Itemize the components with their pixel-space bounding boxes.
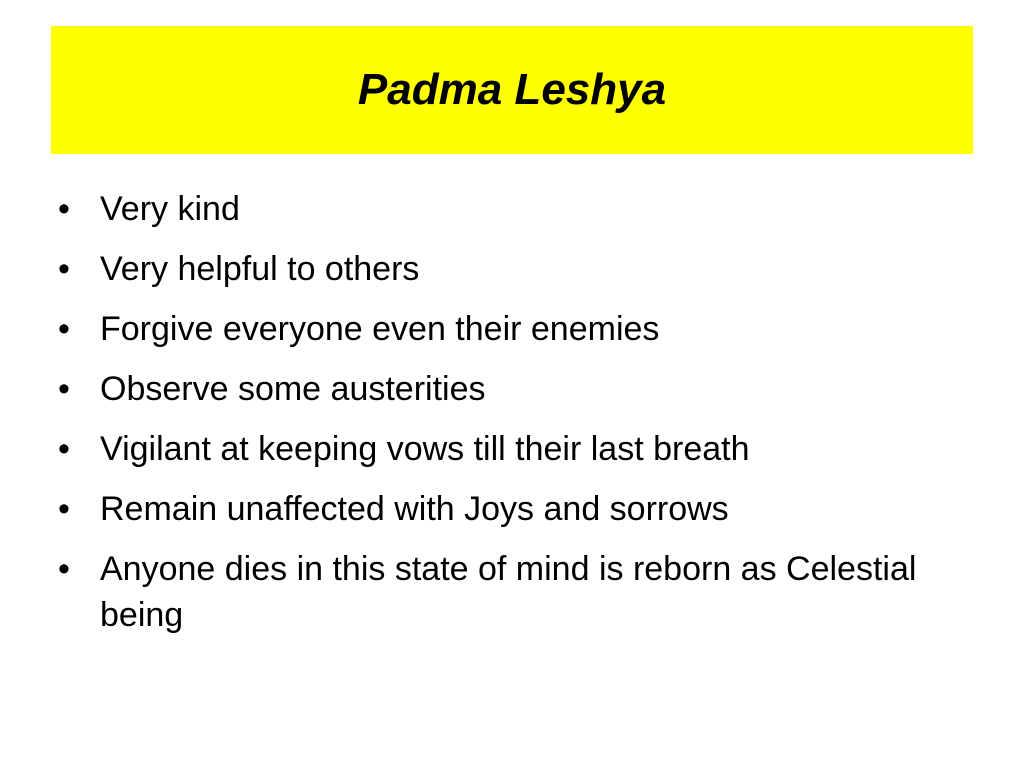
list-item bbox=[58, 306, 958, 352]
bullet-icon: • bbox=[58, 490, 70, 528]
list-item bbox=[58, 186, 958, 232]
bullet-text: Anyone dies in this state of mind is reborn as Celestial being bbox=[100, 550, 917, 634]
bullet-text: Remain unaffected with Joys and sorrows bbox=[100, 490, 729, 528]
list-item bbox=[58, 366, 958, 412]
bullet-icon: • bbox=[58, 430, 70, 468]
bullet-text: Forgive everyone even their enemies bbox=[100, 310, 660, 348]
bullet-icon: • bbox=[58, 310, 70, 348]
list-item bbox=[58, 426, 958, 472]
list-item bbox=[58, 546, 958, 638]
bullet-icon: • bbox=[58, 550, 70, 588]
list-item bbox=[58, 246, 958, 292]
bullet-text: Very kind bbox=[100, 190, 240, 228]
bullet-list bbox=[58, 186, 958, 652]
bullet-text: Very helpful to others bbox=[100, 250, 420, 288]
bullet-icon: • bbox=[58, 250, 70, 288]
bullet-text: Observe some austerities bbox=[100, 370, 486, 408]
bullet-text: Vigilant at keeping vows till their last breath bbox=[100, 430, 750, 468]
list-item bbox=[58, 486, 958, 532]
title-banner bbox=[51, 26, 973, 154]
bullet-icon: • bbox=[58, 190, 70, 228]
slide-title: Padma Leshya bbox=[357, 65, 667, 114]
bullet-icon: • bbox=[58, 370, 70, 408]
